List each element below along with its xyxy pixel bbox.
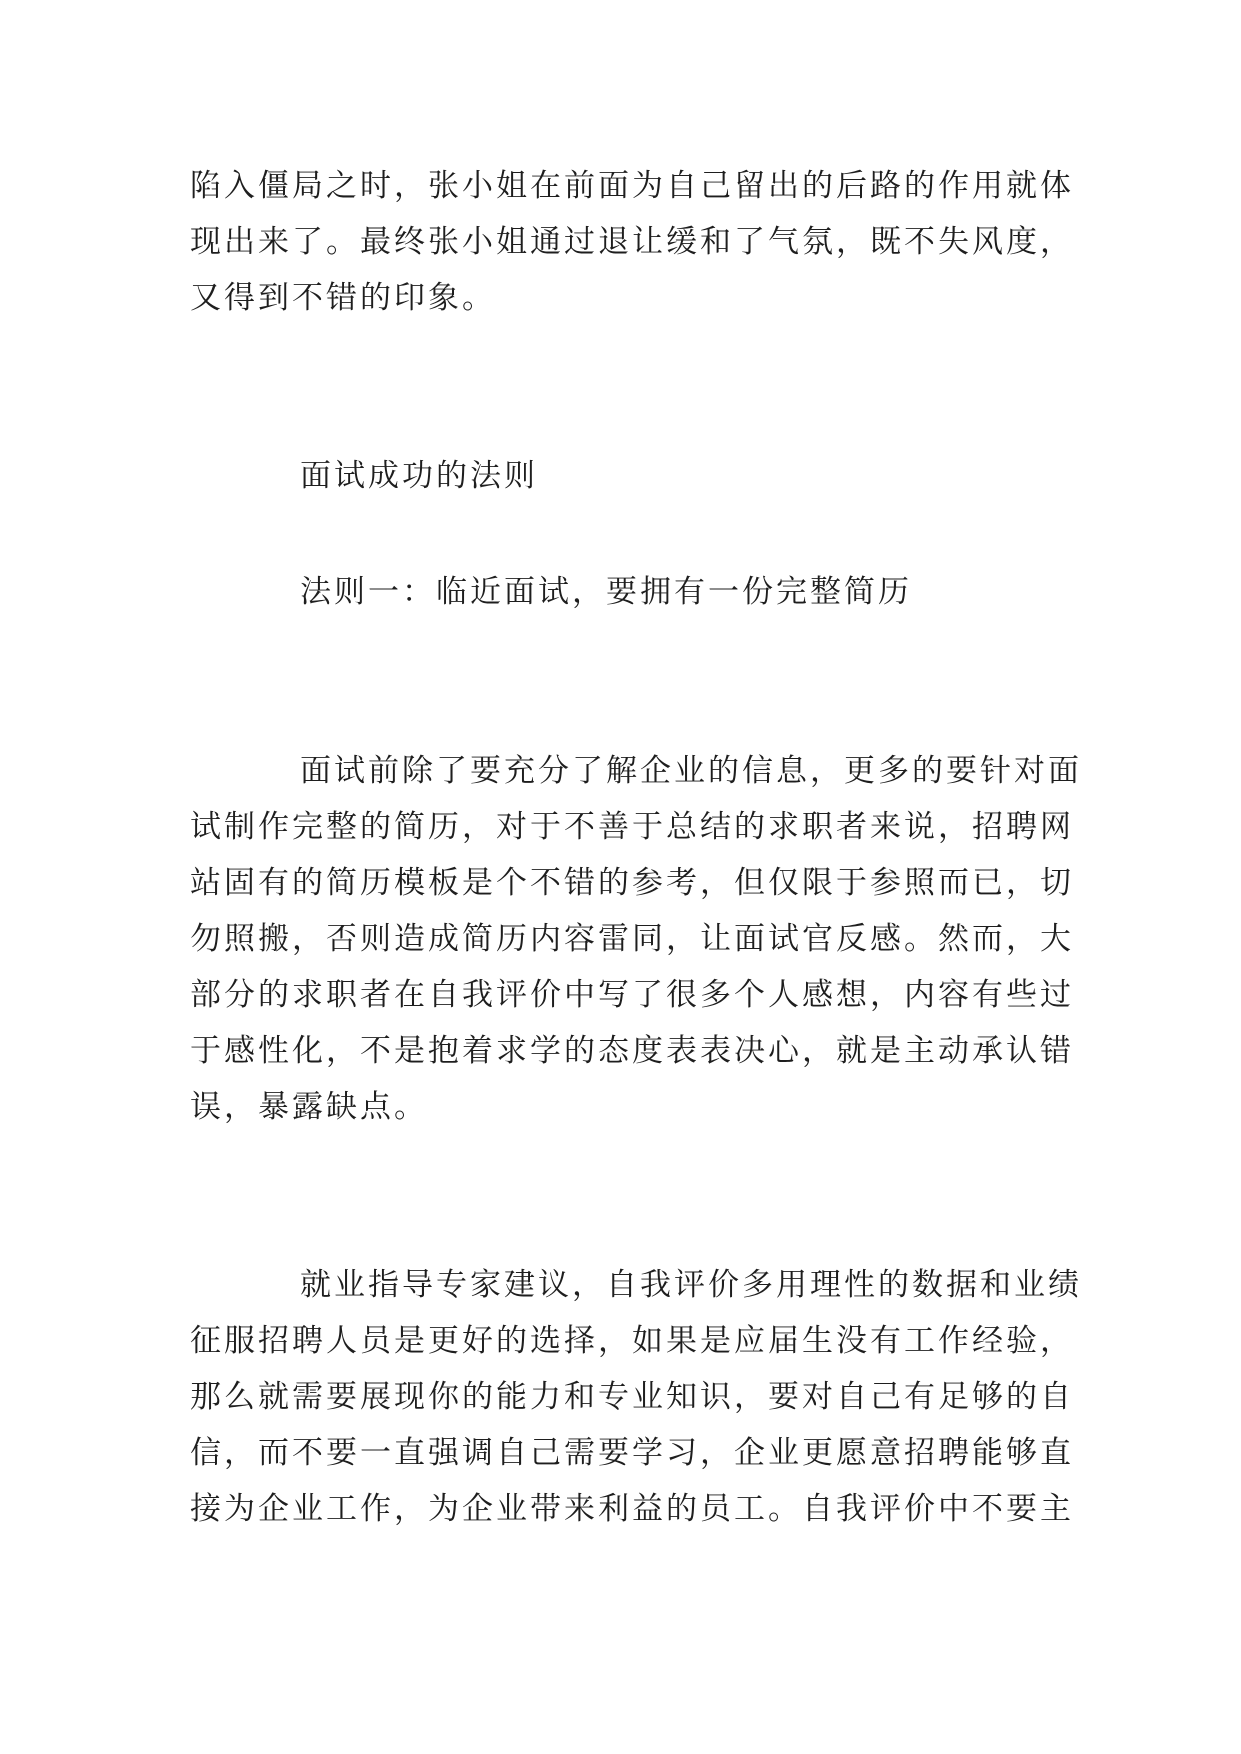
paragraph-3-line-4: 信，而不要一直强调自己需要学习，企业更愿意招聘能够直 — [190, 1435, 1074, 1471]
paragraph-2-line-4: 勿照搬，否则造成简历内容雷同，让面试官反感。然而，大 — [190, 921, 1074, 957]
paragraph-1-line-1: 陷入僵局之时，张小姐在前面为自己留出的后路的作用就体 — [190, 168, 1074, 204]
paragraph-1-line-3: 又得到不错的印象。 — [190, 280, 496, 316]
paragraph-1-line-2: 现出来了。最终张小姐通过退让缓和了气氛，既不失风度， — [190, 224, 1074, 260]
rule-heading: 法则一：临近面试，要拥有一份完整简历 — [300, 574, 912, 610]
paragraph-3-line-2: 征服招聘人员是更好的选择，如果是应届生没有工作经验， — [190, 1323, 1074, 1359]
paragraph-3-line-1: 就业指导专家建议，自我评价多用理性的数据和业绩 — [300, 1267, 1082, 1303]
paragraph-2-line-7: 误，暴露缺点。 — [190, 1089, 428, 1125]
paragraph-2-line-1: 面试前除了要充分了解企业的信息，更多的要针对面 — [300, 753, 1082, 789]
paragraph-2-line-6: 于感性化，不是抱着求学的态度表表决心，就是主动承认错 — [190, 1033, 1074, 1069]
paragraph-3-line-3: 那么就需要展现你的能力和专业知识，要对自己有足够的自 — [190, 1379, 1074, 1415]
paragraph-2-line-3: 站固有的简历模板是个不错的参考，但仅限于参照而已，切 — [190, 865, 1074, 901]
paragraph-2-line-5: 部分的求职者在自我评价中写了很多个人感想，内容有些过 — [190, 977, 1074, 1013]
paragraph-3-line-5: 接为企业工作，为企业带来利益的员工。自我评价中不要主 — [190, 1491, 1074, 1527]
paragraph-2-line-2: 试制作完整的简历，对于不善于总结的求职者来说，招聘网 — [190, 809, 1074, 845]
section-heading: 面试成功的法则 — [300, 458, 538, 494]
